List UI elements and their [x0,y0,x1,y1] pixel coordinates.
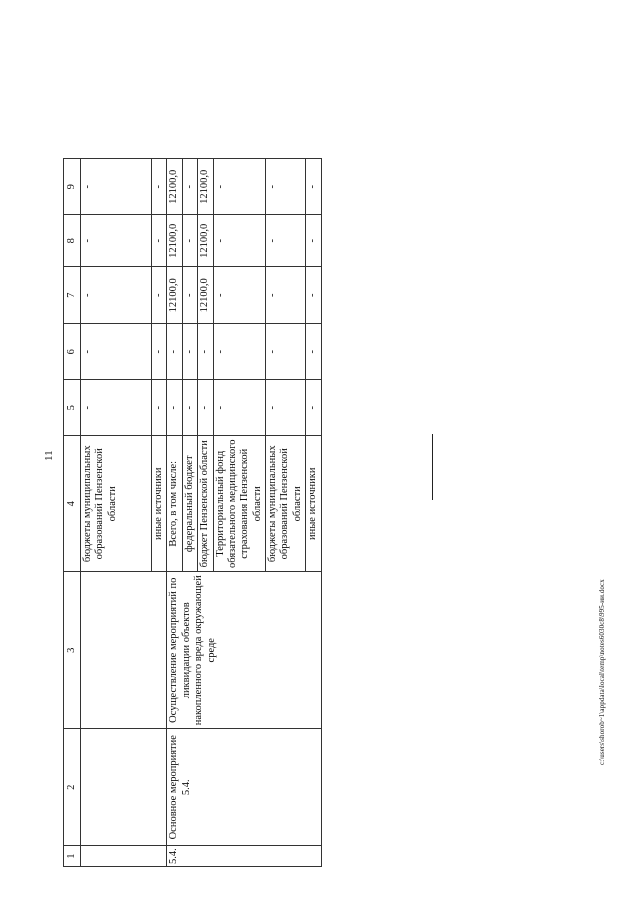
empty-cell [81,572,167,729]
value-cell: 12100,0 [167,215,182,267]
page-number: 11 [43,450,55,461]
value-cell: - [167,380,182,436]
value-cell: - [81,267,152,324]
value-cell: - [182,267,197,324]
value-cell: - [213,215,266,267]
value-cell: - [198,380,213,436]
value-cell: - [213,380,266,436]
value-cell: - [152,324,167,380]
value-cell: - [213,159,266,215]
empty-cell [81,729,167,846]
header-cell: 9 [64,159,81,215]
value-cell: - [266,215,306,267]
header-cell: 7 [64,267,81,324]
value-cell: - [182,159,197,215]
value-cell: - [81,324,152,380]
value-cell: - [306,215,321,267]
header-cell: 1 [64,846,81,867]
entry-name: Основное мероприятие 5.4. [167,729,321,846]
value-cell: - [152,380,167,436]
header-cell: 4 [64,436,81,572]
value-cell: - [266,267,306,324]
header-cell: 5 [64,380,81,436]
value-cell: - [266,380,306,436]
entry-description: Осуществление мероприятий по ликвидации объектов накопленного вреда окружающей среде [167,572,321,729]
file-path: c:\users\shorob~1\appdata\local\temp\notes6030c8\995-ии.docx [598,579,606,765]
value-cell: - [266,324,306,380]
value-cell: 12100,0 [167,159,182,215]
value-cell: 12100,0 [167,267,182,324]
funding-source: Всего, в том числе: [167,436,182,572]
value-cell: - [152,267,167,324]
value-cell: - [306,380,321,436]
funding-source: федеральный бюджет [182,436,197,572]
value-cell: - [81,159,152,215]
value-cell: - [306,267,321,324]
value-cell: - [182,324,197,380]
value-cell: - [152,159,167,215]
value-cell: 12100,0 [198,267,213,324]
header-row [64,159,81,867]
value-cell: - [306,159,321,215]
value-cell: - [198,324,213,380]
value-cell: - [152,215,167,267]
value-cell: - [213,324,266,380]
funding-source: бюджеты муниципальных образований Пензенской области [81,436,152,572]
header-cell: 2 [64,729,81,846]
value-cell: 12100,0 [198,215,213,267]
header-cell: 8 [64,215,81,267]
value-cell: - [213,267,266,324]
header-cell: 6 [64,324,81,380]
header-cell: 3 [64,572,81,729]
value-cell: - [81,215,152,267]
value-cell: - [306,324,321,380]
value-cell: - [182,380,197,436]
table-row [167,159,182,867]
funding-source: Территориальный фонд обязательного медицинского страхования Пензенской области [213,436,266,572]
value-cell: - [167,324,182,380]
empty-cell [81,846,167,867]
funding-source: иные источники [152,436,167,572]
value-cell: - [81,380,152,436]
program-table [63,158,322,867]
value-cell: 12100,0 [198,159,213,215]
value-cell: - [182,215,197,267]
divider-line [432,434,433,500]
funding-source: бюджет Пензенской области [198,436,213,572]
value-cell: - [266,159,306,215]
funding-source: бюджеты муниципальных образований Пензенской области [266,436,306,572]
entry-number: 5.4. [167,846,321,867]
funding-source: иные источники [306,436,321,572]
table-row [81,159,152,867]
